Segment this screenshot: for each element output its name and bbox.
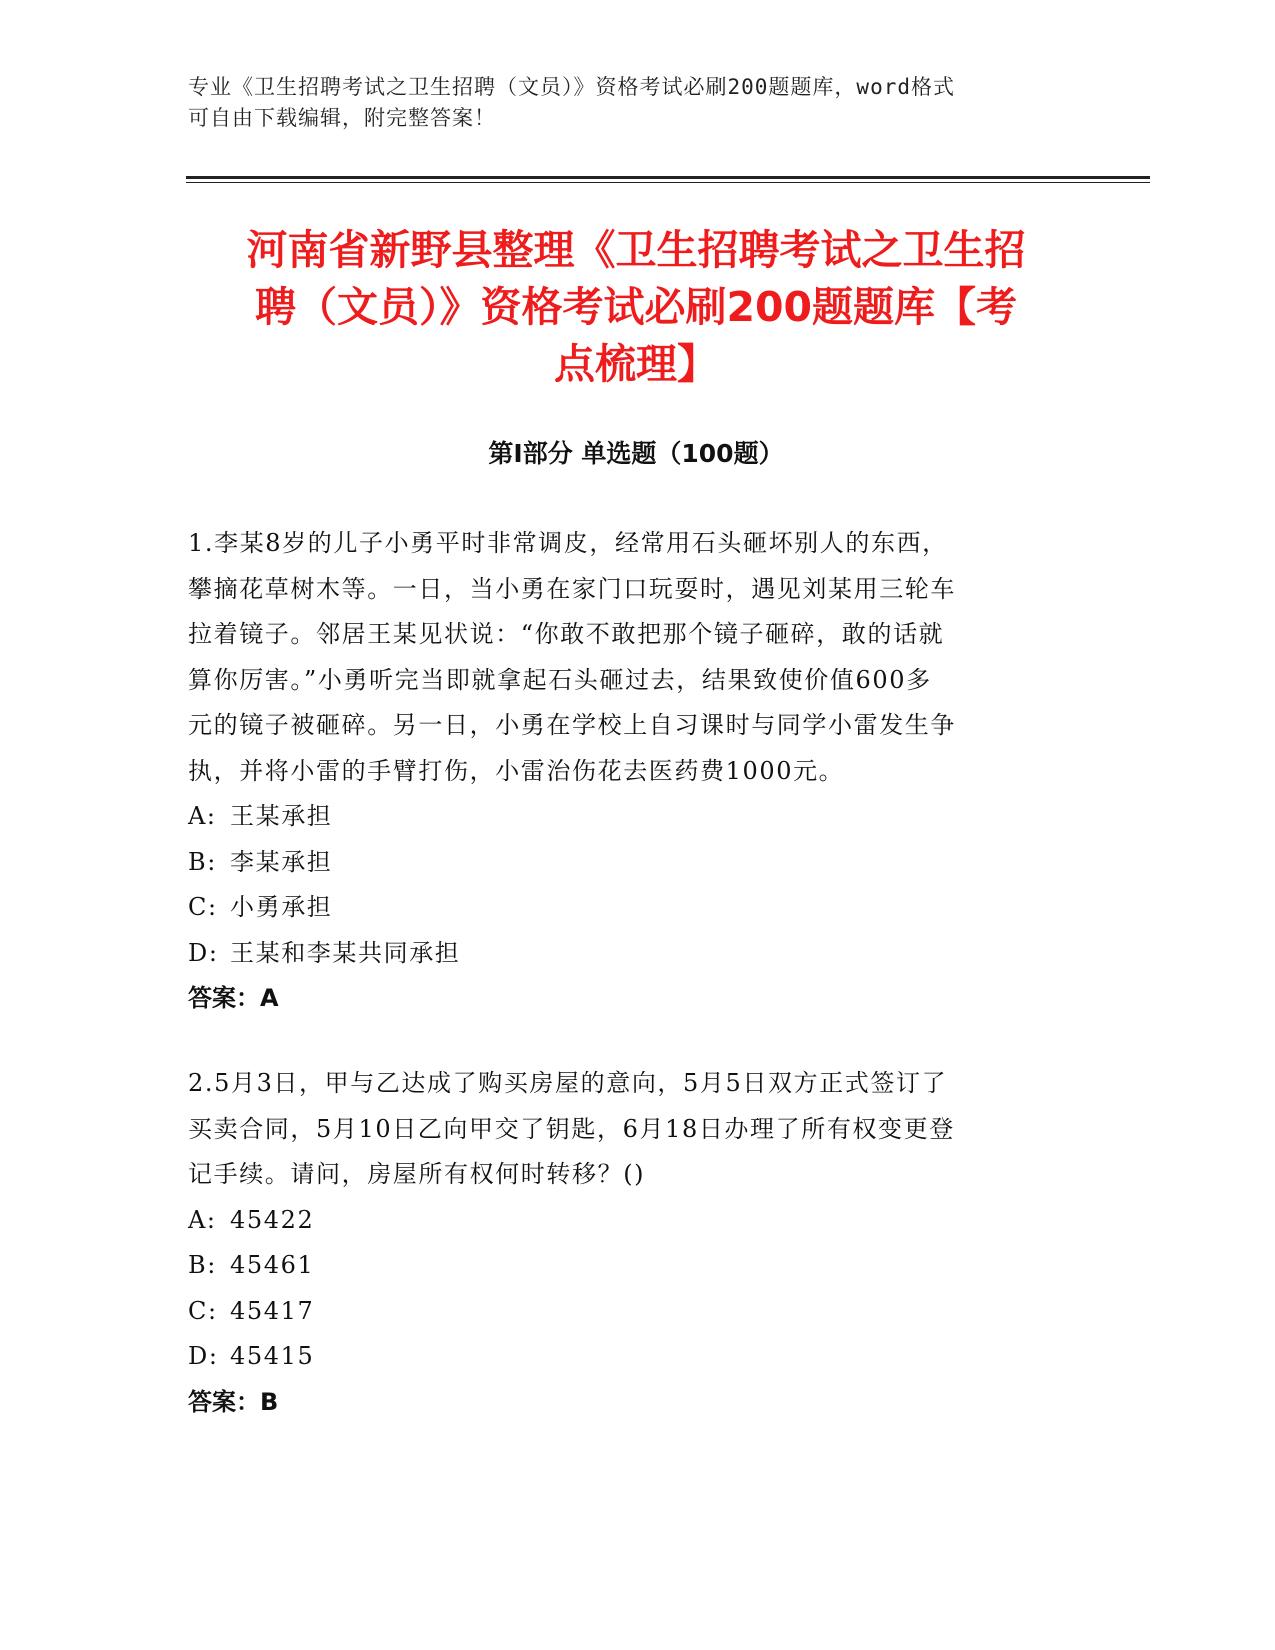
- header-note-line: 专业《卫生招聘考试之卫生招聘（文员）》资格考试必刷200题题库，word格式: [188, 75, 955, 99]
- option-key: D:: [188, 1342, 219, 1370]
- option-text: 45417: [230, 1296, 315, 1325]
- answer: 答案：A: [188, 984, 279, 1012]
- question-text-line: 2.5月3日，甲与乙达成了购买房屋的意向，5月5日双方正式签订了: [188, 1069, 948, 1097]
- option-c: [188, 885, 1068, 931]
- option-d: [188, 1334, 1068, 1380]
- question-1: [188, 521, 1068, 1022]
- question-text-line: 算你厉害。”小勇听完当即就拿起石头砸过去，结果致使价值600多: [188, 665, 932, 694]
- answer: 答案：B: [188, 1387, 279, 1416]
- option-d: [188, 931, 1068, 977]
- option-key: C:: [188, 893, 218, 921]
- option-text: 王某和李某共同承担: [230, 938, 461, 967]
- option-a: [188, 1198, 1068, 1244]
- option-key: D:: [188, 938, 219, 967]
- header-rule: [186, 176, 1150, 179]
- question-text-line: 1.李某8岁的儿子小勇平时非常调皮，经常用石头砸坏别人的东西，: [188, 529, 948, 557]
- question-text-line: 记手续。请问，房屋所有权何时转移？(): [188, 1160, 646, 1188]
- option-text: 小勇承担: [230, 893, 333, 921]
- option-key: A:: [188, 1205, 217, 1234]
- option-key: A:: [188, 802, 217, 830]
- option-text: 李某承担: [230, 847, 333, 876]
- question-text-line: 执，并将小雷的手臂打伤，小雷治伤花去医药费1000元。: [188, 756, 845, 785]
- header-note-line: 可自由下载编辑，附完整答案！: [188, 106, 496, 130]
- header-note: [188, 72, 1068, 134]
- question-text-line: 拉着镜子。邻居王某见状说：“你敢不敢把那个镜子砸碎，敢的话就: [188, 620, 945, 648]
- question-2: [188, 1061, 1068, 1425]
- option-key: C:: [188, 1296, 218, 1325]
- question-text-line: 买卖合同，5月10日乙向甲交了钥匙，6月18日办理了所有权变更登: [188, 1114, 955, 1143]
- option-a: [188, 794, 1068, 840]
- option-b: [188, 840, 1068, 886]
- title-line: 点梳理】: [554, 340, 718, 388]
- header-rule-thin: [186, 182, 1150, 183]
- question-text-line: 元的镜子被砸碎。另一日，小勇在学校上自习课时与同学小雷发生争: [188, 711, 956, 739]
- option-text: 45422: [230, 1205, 315, 1234]
- option-key: B:: [188, 847, 217, 876]
- title-line: 河南省新野县整理《卫生招聘考试之卫生招: [246, 226, 1026, 274]
- option-text: 45461: [230, 1251, 315, 1279]
- option-b: [188, 1243, 1068, 1289]
- title-line: 聘（文员）》资格考试必刷200题题库【考: [254, 283, 1018, 331]
- option-key: B:: [188, 1251, 217, 1279]
- option-c: [188, 1289, 1068, 1335]
- section-heading: 第Ⅰ部分 单选题（100题）: [488, 439, 784, 468]
- question-text-line: 攀摘花草树木等。一日，当小勇在家门口玩耍时，遇见刘某用三轮车: [188, 574, 956, 603]
- option-text: 45415: [230, 1342, 315, 1370]
- option-text: 王某承担: [230, 802, 333, 830]
- document-title: [186, 222, 1086, 393]
